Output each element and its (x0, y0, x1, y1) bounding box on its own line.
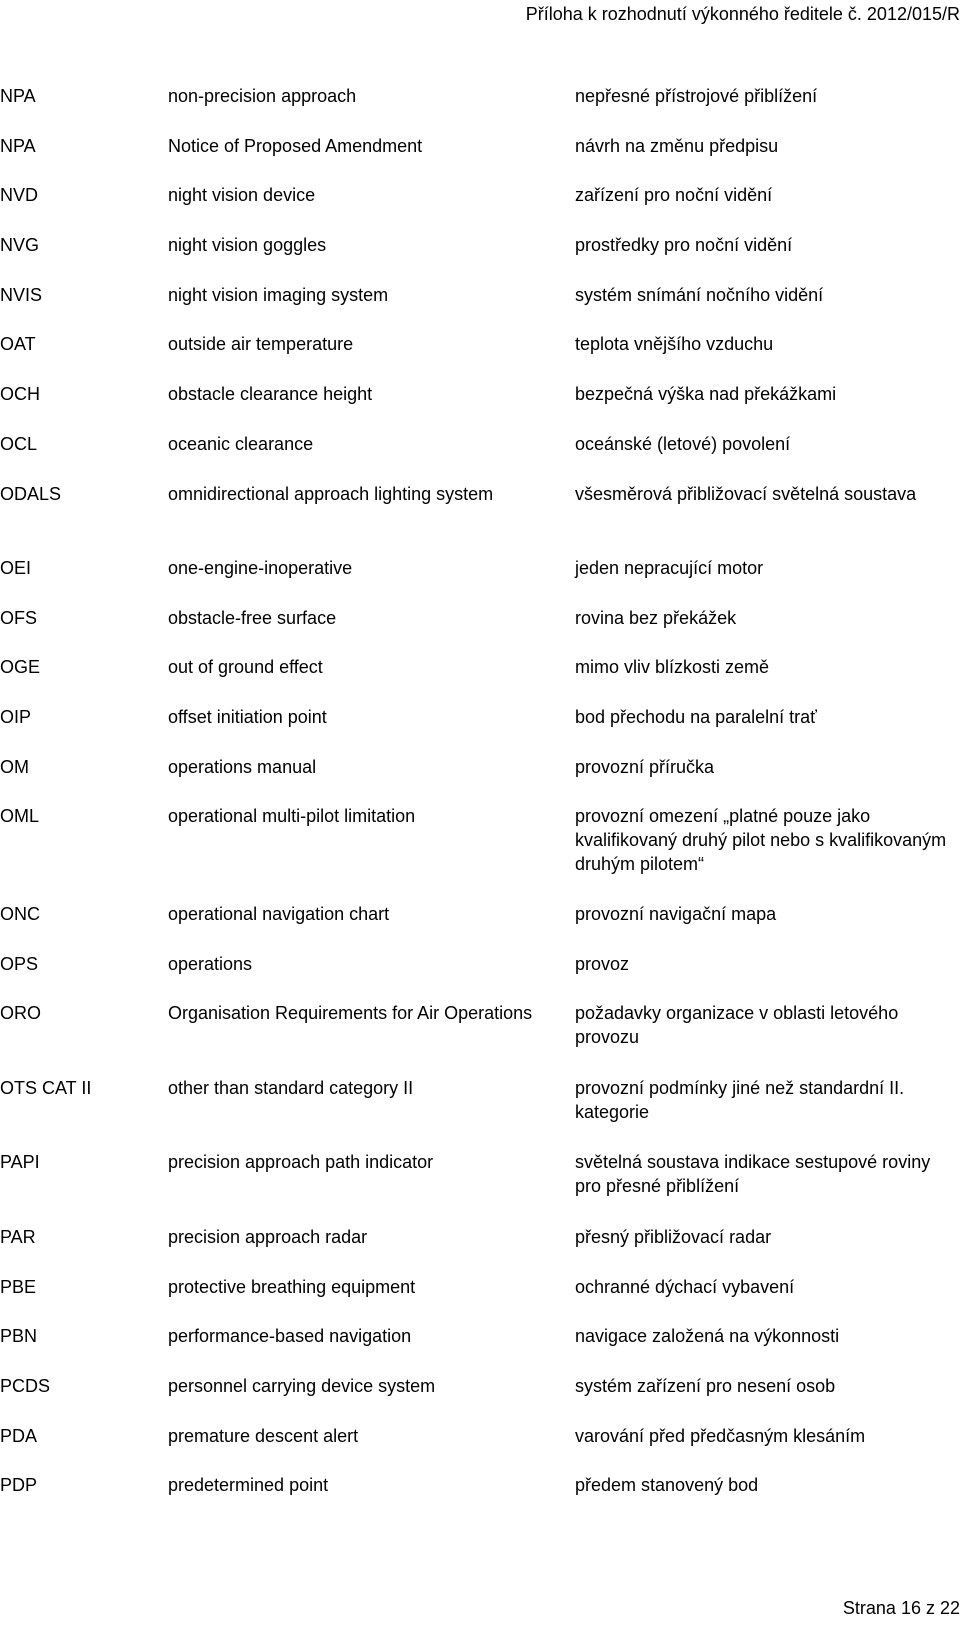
czech-translation: světelná soustava indikace sestupové roviny pro přesné přiblížení (575, 1152, 931, 1197)
glossary-row (0, 755, 960, 805)
abbreviation: ODALS (0, 483, 62, 504)
english-term: Notice of Proposed Amendment (168, 135, 423, 156)
czech-translation: předem stanovený bod (575, 1475, 759, 1496)
glossary-row (0, 1473, 960, 1523)
czech-translation: systém snímání nočního vidění (575, 284, 824, 305)
abbreviation: NPA (0, 86, 36, 106)
czech-translation: jeden nepracující motor (575, 558, 764, 578)
glossary-row (0, 1424, 960, 1474)
glossary-row (0, 233, 960, 283)
abbreviation: OFS (0, 607, 38, 628)
english-term: omnidirectional approach lighting system (168, 483, 494, 504)
glossary-row (0, 1076, 960, 1151)
glossary-row (0, 84, 960, 134)
abbreviation: PAPI (0, 1152, 40, 1173)
glossary-row (0, 432, 960, 482)
czech-translation: bezpečná výška nad překážkami (575, 384, 837, 405)
english-term: operational multi-pilot limitation (168, 806, 416, 827)
glossary-row (0, 804, 960, 902)
english-term: night vision imaging system (168, 284, 389, 305)
glossary-row (0, 705, 960, 755)
czech-translation: všesměrová přibližovací světelná soustava (575, 483, 917, 504)
glossary-row (0, 655, 960, 705)
english-term: precision approach path indicator (168, 1152, 434, 1173)
glossary-table (0, 84, 960, 1523)
page-number: Strana 16 z 22 (842, 1598, 960, 1618)
czech-translation: nepřesné přístrojové přiblížení (575, 86, 818, 106)
english-term: operations (168, 953, 253, 974)
glossary-row (0, 382, 960, 432)
abbreviation: OGE (0, 657, 41, 678)
czech-translation: teplota vnějšího vzduchu (575, 334, 774, 355)
abbreviation: NVG (0, 235, 40, 256)
czech-translation: oceánské (letové) povolení (575, 433, 791, 454)
czech-translation: požadavky organizace v oblasti letového provozu (575, 1003, 899, 1048)
english-term: other than standard category II (168, 1077, 414, 1098)
abbreviation: NVIS (0, 284, 43, 305)
abbreviation: PBE (0, 1276, 37, 1297)
czech-translation: provozní omezení „platné pouze jako kvalifikovaný druhý pilot nebo s kvalifikovaným druhým pilotem“ (575, 806, 947, 875)
abbreviation: OPS (0, 953, 39, 974)
page-header: Příloha k rozhodnutí výkonného ředitele č. 2012/015/R (525, 4, 960, 24)
english-term: outside air temperature (168, 334, 354, 355)
abbreviation: PDP (0, 1475, 38, 1496)
abbreviation: OCH (0, 384, 40, 405)
glossary-row (0, 1374, 960, 1424)
abbreviation: ORO (0, 1003, 42, 1024)
english-term: predetermined point (168, 1475, 329, 1496)
czech-translation: varování před předčasným klesáním (575, 1425, 866, 1446)
glossary-row (0, 283, 960, 333)
english-term: obstacle clearance height (168, 384, 373, 405)
abbreviation: PAR (0, 1226, 36, 1247)
english-term: personnel carrying device system (168, 1375, 436, 1396)
abbreviation: NPA (0, 135, 36, 156)
czech-translation: bod přechodu na paralelní trať (575, 707, 817, 728)
czech-translation: provoz (575, 953, 630, 974)
czech-translation: provozní podmínky jiné než standardní II. kategorie (575, 1077, 905, 1122)
czech-translation: zařízení pro noční vidění (575, 185, 773, 206)
abbreviation: OIP (0, 707, 32, 728)
english-term: oceanic clearance (168, 433, 314, 454)
abbreviation: OML (0, 806, 40, 827)
abbreviation: PCDS (0, 1375, 51, 1396)
english-term: one-engine-inoperative (168, 558, 353, 578)
abbreviation: NVD (0, 185, 39, 206)
glossary-row (0, 1001, 960, 1076)
abbreviation: PDA (0, 1425, 38, 1446)
english-term: obstacle-free surface (168, 607, 337, 628)
abbreviation: OTS CAT II (0, 1077, 92, 1098)
english-term: performance-based navigation (168, 1326, 412, 1347)
english-term: offset initiation point (168, 707, 327, 728)
glossary-row (0, 332, 960, 382)
glossary-row (0, 134, 960, 184)
abbreviation: ONC (0, 903, 40, 924)
glossary-row (0, 952, 960, 1002)
czech-translation: přesný přibližovací radar (575, 1226, 772, 1247)
glossary-row (0, 1225, 960, 1275)
english-term: operations manual (168, 756, 317, 777)
abbreviation: OEI (0, 558, 32, 578)
english-term: out of ground effect (168, 657, 323, 678)
czech-translation: ochranné dýchací vybavení (575, 1276, 795, 1297)
czech-translation: prostředky pro noční vidění (575, 235, 793, 256)
glossary-row (0, 482, 960, 557)
english-term: Organisation Requirements for Air Operations (168, 1003, 533, 1024)
czech-translation: systém zařízení pro nesení osob (575, 1375, 836, 1396)
abbreviation: OCL (0, 433, 38, 454)
abbreviation: OAT (0, 334, 36, 355)
english-term: night vision device (168, 185, 316, 206)
czech-translation: provozní příručka (575, 756, 715, 777)
abbreviation: OM (0, 756, 29, 777)
czech-translation: rovina bez překážek (575, 607, 737, 628)
glossary-row (0, 1324, 960, 1374)
english-term: protective breathing equipment (168, 1276, 416, 1297)
czech-translation: navigace založená na výkonnosti (575, 1326, 840, 1347)
glossary-row (0, 902, 960, 952)
english-term: precision approach radar (168, 1226, 368, 1247)
abbreviation: PBN (0, 1326, 38, 1347)
czech-translation: návrh na změnu předpisu (575, 135, 779, 156)
glossary-row (0, 1275, 960, 1325)
glossary-row (0, 556, 960, 606)
english-term: night vision goggles (168, 235, 327, 256)
glossary-row (0, 183, 960, 233)
czech-translation: provozní navigační mapa (575, 903, 777, 924)
english-term: non-precision approach (168, 86, 357, 106)
english-term: premature descent alert (168, 1425, 359, 1446)
english-term: operational navigation chart (168, 903, 390, 924)
czech-translation: mimo vliv blízkosti země (575, 657, 770, 678)
glossary-row (0, 1150, 960, 1225)
glossary-row (0, 606, 960, 656)
